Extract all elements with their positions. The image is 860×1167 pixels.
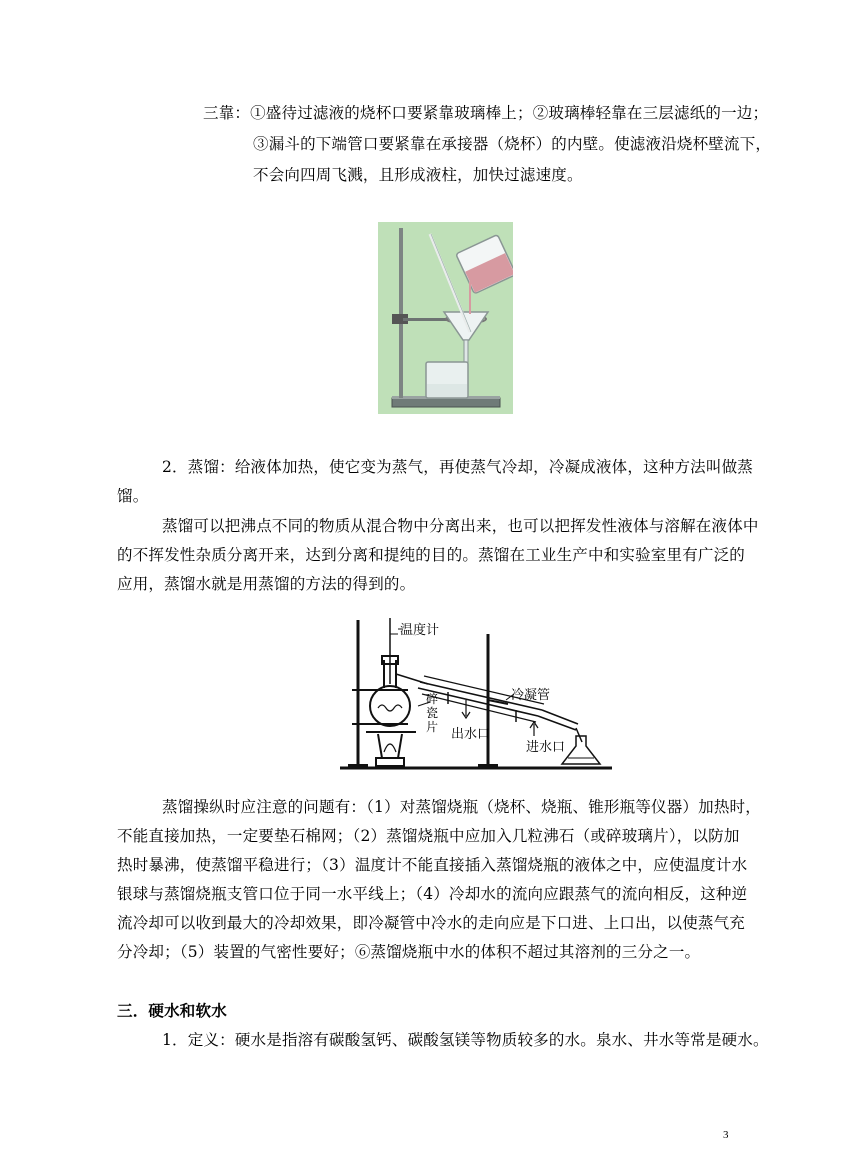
- boiling-chips-label: 碎瓷片: [426, 692, 439, 734]
- water-in-label: 进水口: [526, 740, 566, 755]
- paragraph-line: 蒸馏操纵时应注意的问题有：（1）对蒸馏烧瓶（烧杯、烧瓶、锥形瓶等仪器）加热时，: [162, 798, 761, 816]
- paragraph-line: 不能直接加热，一定要垫石棉网；（2）蒸馏烧瓶中应加入几粒沸石（或碎玻璃片），以防加: [117, 827, 740, 845]
- distillation-apparatus-illustration: [338, 612, 614, 774]
- thermometer-label: 温度计: [400, 623, 440, 638]
- paragraph-line: 三靠：①盛待过滤液的烧杯口要紧靠玻璃棒上；②玻璃棒轻靠在三层滤纸的一边；: [203, 104, 769, 122]
- paragraph-line: ③漏斗的下端管口要紧靠在承接器（烧杯）的内壁。使滤液沿烧杯壁流下，: [253, 135, 772, 153]
- paragraph-line: 的不挥发性杂质分离开来，达到分离和提纯的目的。蒸馏在工业生产中和实验室里有广泛的: [117, 546, 746, 564]
- paragraph-line: 银球与蒸馏烧瓶支管口位于同一水平线上；（4）冷却水的流向应跟蒸气的流向相反，这种逆: [117, 885, 748, 903]
- distillation-figure: [338, 612, 614, 774]
- section-heading: 三．硬水和软水: [117, 1001, 227, 1020]
- paragraph-line: 馏。: [117, 487, 149, 505]
- filtration-apparatus-illustration: [378, 222, 513, 414]
- paragraph-line: 1．定义：硬水是指溶有碳酸氢钙、碳酸氢镁等物质较多的水。泉水、井水等常是硬水。: [162, 1031, 769, 1049]
- paragraph-line: 蒸馏可以把沸点不同的物质从混合物中分离出来，也可以把挥发性液体与溶解在液体中: [162, 517, 759, 535]
- paragraph-line: 不会向四周飞溅，且形成液柱，加快过滤速度。: [253, 166, 583, 184]
- paragraph-line: 流冷却可以收到最大的冷却效果，即冷凝管中冷水的走向应是下口进、上口出，以使蒸气充: [117, 914, 746, 932]
- page-number: 3: [723, 1129, 729, 1141]
- paragraph-line: 分冷却；（5）装置的气密性要好；⑥蒸馏烧瓶中水的体积不超过其溶剂的三分之一。: [117, 943, 701, 961]
- water-out-label: 出水口: [451, 727, 491, 742]
- condenser-label: 冷凝管: [511, 688, 551, 703]
- paragraph-line: 2．蒸馏：给液体加热，使它变为蒸气，再使蒸气冷却，冷凝成液体，这种方法叫做蒸: [162, 458, 753, 476]
- paragraph-line: 热时暴沸，使蒸馏平稳进行；（3）温度计不能直接插入蒸馏烧瓶的液体之中，应使温度计水: [117, 856, 748, 874]
- paragraph-line: 应用，蒸馏水就是用蒸馏的方法的得到的。: [117, 575, 416, 593]
- filtration-figure: [378, 222, 513, 414]
